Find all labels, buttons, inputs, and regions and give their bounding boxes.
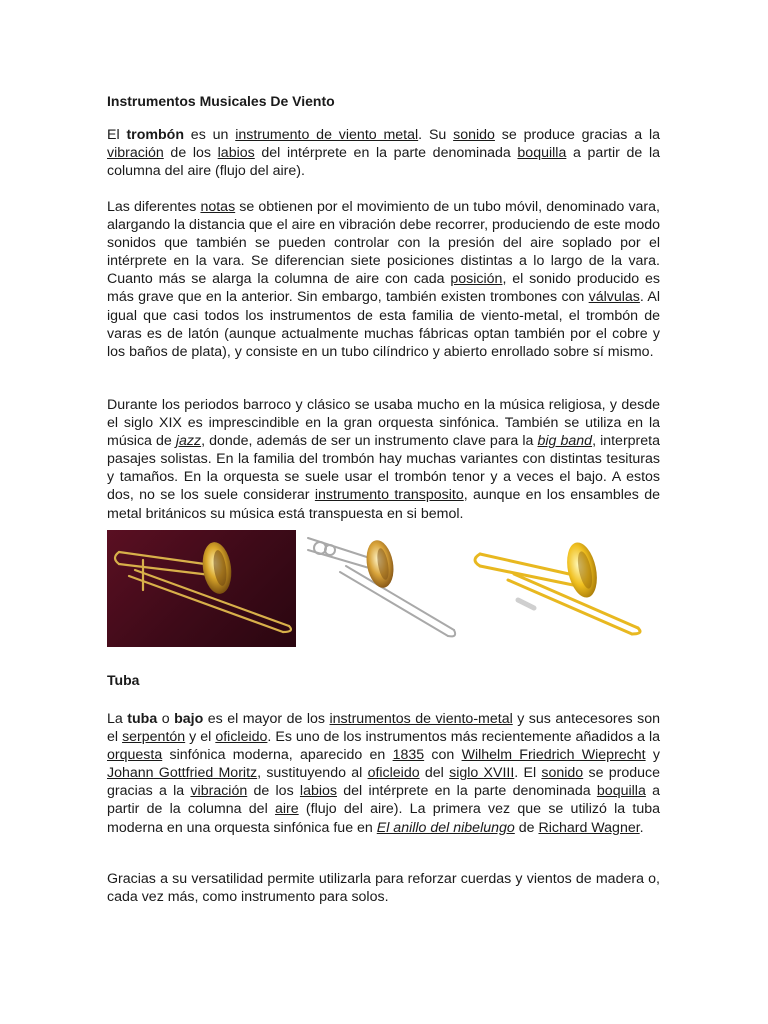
link-richard-wagner[interactable]: Richard Wagner <box>538 819 640 836</box>
link-instrumentos-de-viento-metal[interactable]: instrumentos de viento-metal <box>329 711 513 727</box>
link-labios-tuba[interactable]: labios <box>299 783 337 800</box>
link-serpenton[interactable]: serpentón <box>122 729 186 746</box>
link-boquilla-tuba[interactable]: boquilla <box>596 783 646 800</box>
link-1835[interactable]: 1835 <box>392 747 425 764</box>
bold-term-tuba: tuba <box>127 711 158 727</box>
paragraph-trombon-notas: Las diferentes notas se obtienen por el movimiento de un tubo móvil, denominado vara, alargando la distancia que el aire en vibración debe recorrer, produciendo de este modo sonidos que también se pueden controlar con la presión del aire soplado por el intérprete en la vara. Se diferencian siete posiciones distintas a lo largo de la vara. Cuanto más se alarga la columna de aire con cada posición, el sonido producido es más grave que en la anterior. Sin embargo, también existen trombones con válvulas. Al igual que casi todos los instrumentos de esta familia de viento-metal, el trombón de varas es de latón (aunque actualmente muchas fábricas optan también por el cobre y los baños de plata), y consiste en un tubo cilíndrico y abierto enrollado sobre sí mismo. <box>107 199 661 360</box>
link-oficleido[interactable]: oficleido <box>215 729 268 746</box>
link-sonido-tuba[interactable]: sonido <box>541 765 584 782</box>
link-vibracion[interactable]: vibración <box>107 145 164 162</box>
link-notas[interactable]: notas <box>200 199 236 215</box>
paragraph-trombon-historia: Durante los periodos barroco y clásico se usaba mucho en la música religiosa, y desde el siglo XIX es imprescindible en la gran orquesta sinfónica. También se utiliza en la música de jazz, donde, además de ser un instrumento clave para la big band, interpreta pasajes solistas. En la familia del trombón hay muchas variantes con distintas tesituras y tamaños. En la orquesta se suele usar el trombón tenor y a veces el bajo. A estos dos, no se los suele considerar instrumento transposito, aunque en los ensambles de metal británicos su música está transpuesta en si bemol. <box>107 397 660 522</box>
link-posicion[interactable]: posición <box>450 271 503 288</box>
paragraph-trombon-intro: El trombón es un instrumento de viento metal. Su sonido se produce gracias a la vibración de los labios del intérprete en la parte denominada boquilla a partir de la columna del aire (flujo del aire). <box>107 127 660 180</box>
bold-term-trombon: trombón <box>126 127 184 143</box>
link-big-band[interactable]: big band <box>537 433 593 450</box>
bold-term-bajo: bajo <box>174 711 204 727</box>
link-valvulas[interactable]: válvulas <box>588 289 640 306</box>
link-el-anillo-del-nibelungo[interactable]: El anillo del nibelungo <box>376 819 515 836</box>
section-title-tuba: Tuba <box>107 672 140 688</box>
link-vibracion-tuba[interactable]: vibración <box>190 783 248 800</box>
link-boquilla[interactable]: boquilla <box>517 145 567 162</box>
trombone-photo-silver <box>300 530 458 647</box>
trombone-photo-gold <box>462 530 652 647</box>
paragraph-tuba-versatilidad: Gracias a su versatilidad permite utilizarla para reforzar cuerdas y vientos de madera o, cada vez más, como instrumento para solos. <box>107 871 660 906</box>
link-wilhelm-friedrich-wieprecht[interactable]: Wilhelm Friedrich Wieprecht <box>461 747 646 764</box>
trombone-photo-dark-background <box>107 530 296 647</box>
link-oficleido-2[interactable]: oficleido <box>367 765 420 782</box>
link-siglo-xviii[interactable]: siglo XVIII <box>449 765 515 782</box>
link-jazz[interactable]: jazz <box>175 433 202 450</box>
link-johann-gottfried-moritz[interactable]: Johann Gottfried Moritz <box>107 765 258 782</box>
link-orquesta[interactable]: orquesta <box>107 747 163 764</box>
link-sonido[interactable]: sonido <box>453 127 495 143</box>
link-instrumento-de-viento-metal[interactable]: instrumento de viento metal <box>235 127 419 143</box>
link-instrumento-transposito[interactable]: instrumento transposito <box>314 487 464 504</box>
section-title-instrumentos: Instrumentos Musicales De Viento <box>107 93 335 109</box>
link-labios[interactable]: labios <box>217 145 255 162</box>
paragraph-tuba-intro: La tuba o bajo es el mayor de los instrumentos de viento-metal y sus antecesores son el serpentón y el oficleido. Es uno de los instrumentos más recientemente añadidos a la orquesta sinfónica moderna, aparecido en 1835 con Wilhelm Friedrich Wieprecht y Johann Gottfried Moritz, sustituyendo al oficleido del siglo XVIII. El sonido se produce gracias a la vibración de los labios del intérprete en la parte denominada boquilla a partir de la columna del aire (flujo del aire). La primera vez que se utilizó la tuba moderna en una orquesta sinfónica fue en El anillo del nibelungo de Richard Wagner. <box>107 711 661 836</box>
link-aire[interactable]: aire <box>274 801 299 818</box>
